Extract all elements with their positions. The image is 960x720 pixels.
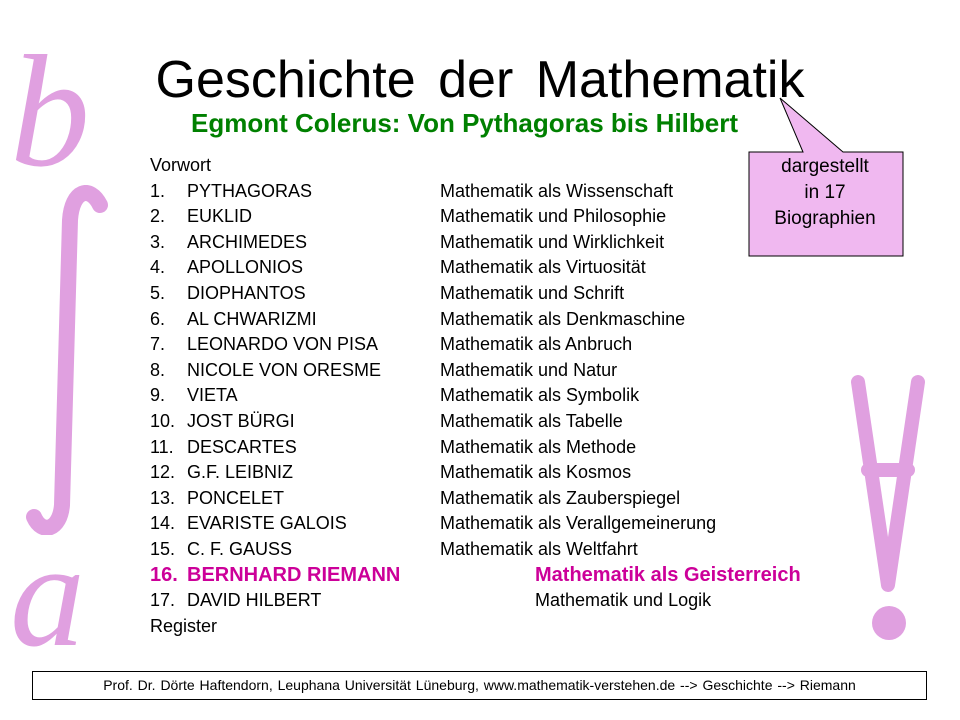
entry-topic: Mathematik als Zauberspiegel	[440, 487, 681, 508]
italic-a-symbol	[10, 545, 100, 665]
entry-number: 17.	[150, 590, 176, 611]
entry-topic: Mathematik als Anbruch	[440, 334, 633, 355]
entry-number: 13.	[150, 487, 176, 508]
entry-name: C. F. GAUSS	[187, 538, 293, 559]
entry-name: NICOLE VON ORESME	[187, 359, 382, 380]
entry-number: 3.	[150, 231, 166, 252]
entry-name: G.F. LEIBNIZ	[187, 462, 294, 483]
entry-name: LEONARDO VON PISA	[187, 334, 379, 355]
svg-text:b: b	[10, 40, 90, 180]
entry-topic: Mathematik und Natur	[440, 359, 618, 380]
entry-name: EUKLID	[187, 206, 253, 227]
entry-name: JOST BÜRGI	[187, 410, 295, 431]
entry-topic: Mathematik als Geisterreich	[535, 563, 801, 586]
entry-topic: Mathematik als Virtuosität	[440, 257, 646, 278]
register-label: Register	[150, 615, 218, 636]
entry-topic: Mathematik als Methode	[440, 436, 637, 457]
footer-citation: Prof. Dr. Dörte Haftendorn, Leuphana Universität Lüneburg, www.mathematik-verstehen.de --> Geschichte --> Riemann	[32, 671, 927, 700]
entry-topic: Mathematik als Verallgemeinerung	[440, 513, 717, 534]
entry-name: AL CHWARIZMI	[187, 308, 317, 329]
entry-topic: Mathematik und Philosophie	[440, 206, 667, 227]
entry-name: ARCHIMEDES	[187, 231, 308, 252]
for-all-symbol	[848, 370, 928, 600]
entry-number: 4.	[150, 257, 166, 278]
callout-line: in 17	[804, 182, 846, 203]
svg-text:a: a	[10, 545, 85, 665]
entry-number: 14.	[150, 513, 176, 534]
entry-number: 1.	[150, 180, 166, 201]
exclamation-symbol	[866, 600, 916, 650]
entry-name: BERNHARD RIEMANN	[187, 563, 401, 586]
entry-topic: Mathematik als Denkmaschine	[440, 308, 686, 329]
entry-name: PONCELET	[187, 487, 285, 508]
entry-name: DAVID HILBERT	[187, 590, 322, 611]
entry-topic: Mathematik als Tabelle	[440, 410, 623, 431]
callout-line: Biographien	[774, 208, 876, 229]
entry-name: APOLLONIOS	[187, 257, 304, 278]
entry-number: 16.	[150, 563, 178, 586]
integral-symbol	[20, 185, 110, 535]
entry-number: 8.	[150, 359, 166, 380]
entry-name: DIOPHANTOS	[187, 282, 306, 303]
entry-number: 10.	[150, 410, 176, 431]
entry-topic: Mathematik als Wissenschaft	[440, 180, 674, 201]
entry-name: VIETA	[187, 385, 238, 406]
entry-topic: Mathematik als Weltfahrt	[440, 538, 638, 559]
entry-number: 5.	[150, 282, 166, 303]
entry-number: 6.	[150, 308, 166, 329]
entry-name: EVARISTE GALOIS	[187, 513, 347, 534]
entry-topic: Mathematik und Wirklichkeit	[440, 231, 665, 252]
callout-text	[749, 150, 901, 256]
entry-number: 7.	[150, 334, 166, 355]
vorwort-label: Vorwort	[150, 155, 212, 175]
entry-name: DESCARTES	[187, 436, 297, 457]
entry-topic: Mathematik und Logik	[535, 590, 712, 611]
page-title: Geschichte der Mathematik	[155, 51, 805, 109]
entry-number: 12.	[150, 462, 176, 483]
entry-number: 11.	[150, 436, 174, 457]
callout-line: dargestellt	[781, 156, 869, 177]
page-subtitle: Egmont Colerus: Von Pythagoras bis Hilbert	[191, 108, 739, 138]
entry-number: 2.	[150, 206, 166, 227]
entry-number: 9.	[150, 385, 166, 406]
entry-number: 15.	[150, 538, 176, 559]
entry-topic: Mathematik und Schrift	[440, 282, 625, 303]
entry-topic: Mathematik als Symbolik	[440, 385, 640, 406]
entry-topic: Mathematik als Kosmos	[440, 462, 632, 483]
entry-name: PYTHAGORAS	[187, 180, 313, 201]
